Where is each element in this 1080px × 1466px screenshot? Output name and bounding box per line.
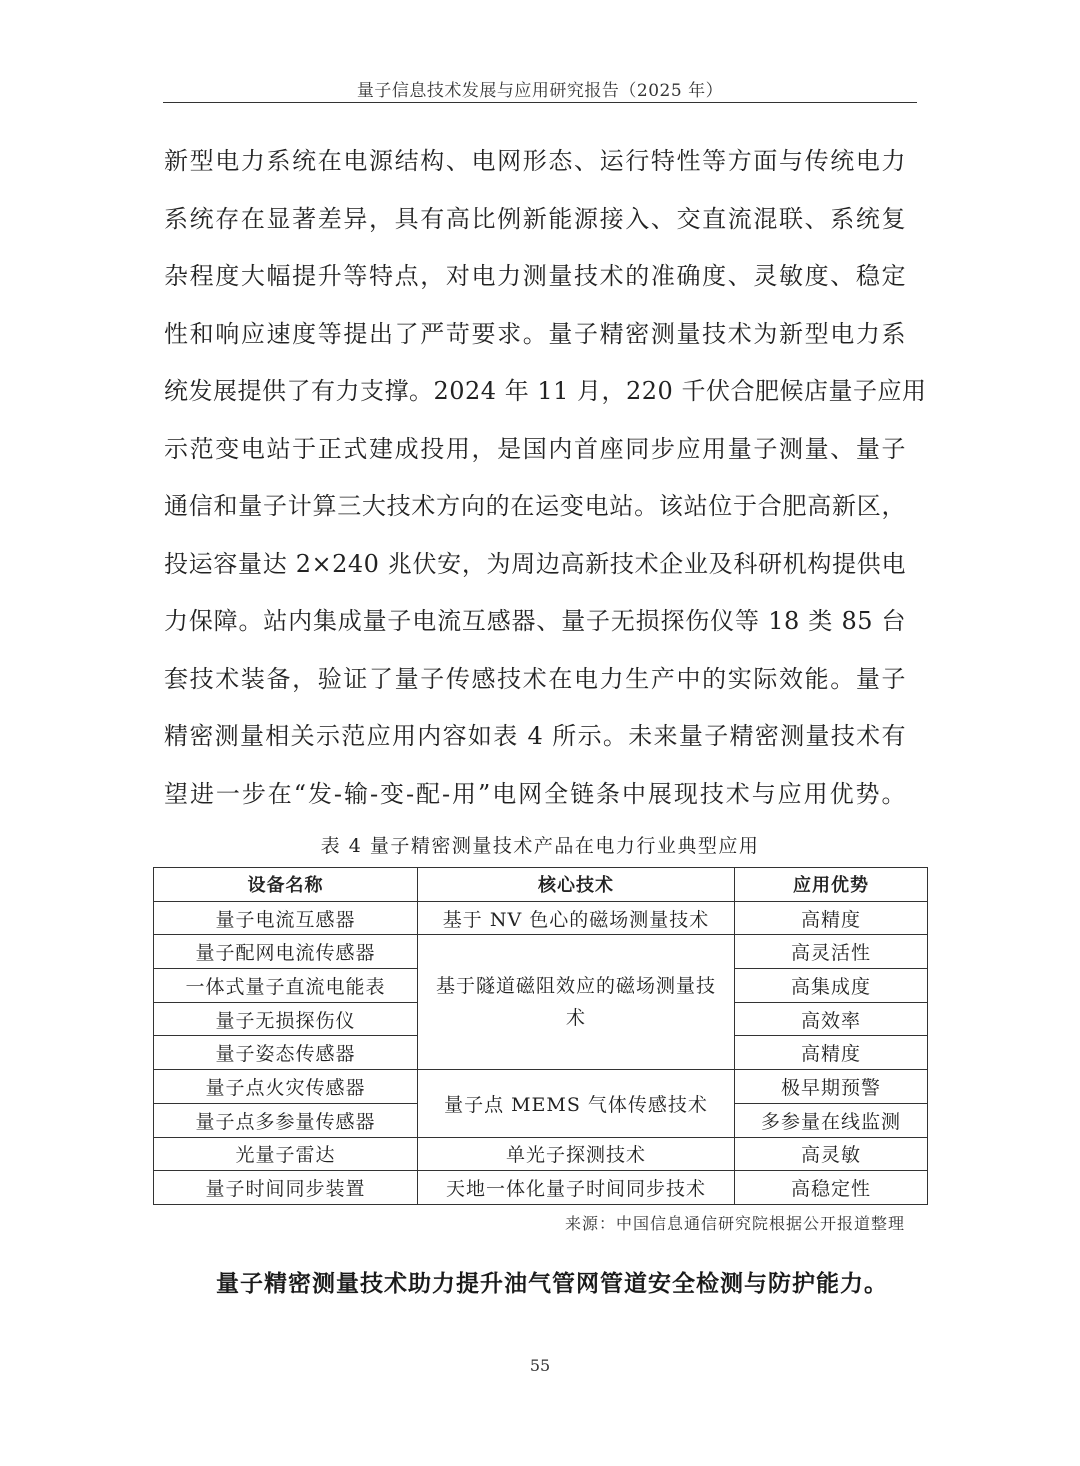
paragraph-line: 示范变电站于正式建成投用，是国内首座同步应用量子测量、量子 (164, 434, 906, 463)
advantage-cell: 高效率 (735, 1002, 928, 1036)
paragraph-line: 投运容量达 2×240 兆伏安，为周边高新技术企业及科研机构提供电 (164, 549, 906, 578)
tech-cell: 单光子探测技术 (418, 1137, 735, 1171)
table-header-row (154, 868, 928, 902)
device-cell: 量子时间同步装置 (154, 1171, 418, 1205)
table-source-note: 来源：中国信息通信研究院根据公开报道整理 (564, 1214, 905, 1233)
advantage-cell: 高稳定性 (735, 1171, 928, 1205)
advantage-cell: 高灵活性 (735, 935, 928, 969)
advantage-cell: 多参量在线监测 (735, 1103, 928, 1137)
paragraph-line: 套技术装备，验证了量子传感技术在电力生产中的实际效能。量子 (164, 664, 906, 693)
tech-cell: 量子点 MEMS 气体传感技术 (418, 1070, 735, 1137)
table-row (154, 1137, 928, 1171)
tech-cell: 基于隧道磁阻效应的磁场测量技术 (418, 935, 735, 1070)
paragraph-line: 性和响应速度等提出了严苛要求。量子精密测量技术为新型电力系 (164, 319, 906, 348)
paragraph-line: 杂程度大幅提升等特点，对电力测量技术的准确度、灵敏度、稳定 (164, 262, 906, 290)
header-divider (163, 102, 917, 103)
tech-cell: 天地一体化量子时间同步技术 (418, 1171, 735, 1205)
paragraph-line: 统发展提供了有力支撑。2024 年 11 月，220 千伏合肥候店量子应用 (164, 377, 927, 405)
device-cell: 一体式量子直流电能表 (154, 969, 418, 1003)
table-row (154, 1070, 928, 1104)
header-device: 设备名称 (154, 868, 418, 902)
device-cell: 量子电流互感器 (154, 901, 418, 935)
paragraph-line: 通信和量子计算三大技术方向的在运变电站。该站位于合肥高新区， (164, 492, 906, 520)
page-number: 55 (529, 1356, 551, 1375)
applications-table (153, 867, 928, 1205)
device-cell: 量子配网电流传感器 (154, 935, 418, 969)
paragraph-line: 力保障。站内集成量子电流互感器、量子无损探伤仪等 18 类 85 台 (164, 607, 906, 635)
paragraph-line: 系统存在显著差异，具有高比例新能源接入、交直流混联、系统复 (164, 204, 906, 233)
header-advantage: 应用优势 (735, 868, 928, 902)
device-cell: 量子姿态传感器 (154, 1036, 418, 1070)
table-caption: 表 4 量子精密测量技术产品在电力行业典型应用 (320, 835, 760, 857)
advantage-cell: 高精度 (735, 1036, 928, 1070)
advantage-cell: 极早期预警 (735, 1070, 928, 1104)
body-paragraph (164, 133, 927, 823)
device-cell: 量子无损探伤仪 (154, 1002, 418, 1036)
table-row (154, 1171, 928, 1205)
paragraph-line: 精密测量相关示范应用内容如表 4 所示。未来量子精密测量技术有 (164, 722, 906, 750)
section-heading: 量子精密测量技术助力提升油气管网管道安全检测与防护能力。 (216, 1271, 888, 1297)
running-header: 量子信息技术发展与应用研究报告（2025 年） (356, 81, 724, 101)
advantage-cell: 高灵敏 (735, 1137, 928, 1171)
paragraph-line: 新型电力系统在电源结构、电网形态、运行特性等方面与传统电力 (164, 147, 906, 175)
device-cell: 光量子雷达 (154, 1137, 418, 1171)
header-core-tech: 核心技术 (418, 868, 735, 902)
table-row (154, 935, 928, 969)
paragraph-line: 望进一步在“发-输-变-配-用”电网全链条中展现技术与应用优势。 (164, 779, 906, 808)
device-cell: 量子点多参量传感器 (154, 1103, 418, 1137)
advantage-cell: 高精度 (735, 901, 928, 935)
advantage-cell: 高集成度 (735, 969, 928, 1003)
device-cell: 量子点火灾传感器 (154, 1070, 418, 1104)
tech-cell: 基于 NV 色心的磁场测量技术 (418, 901, 735, 935)
table-row (154, 901, 928, 935)
